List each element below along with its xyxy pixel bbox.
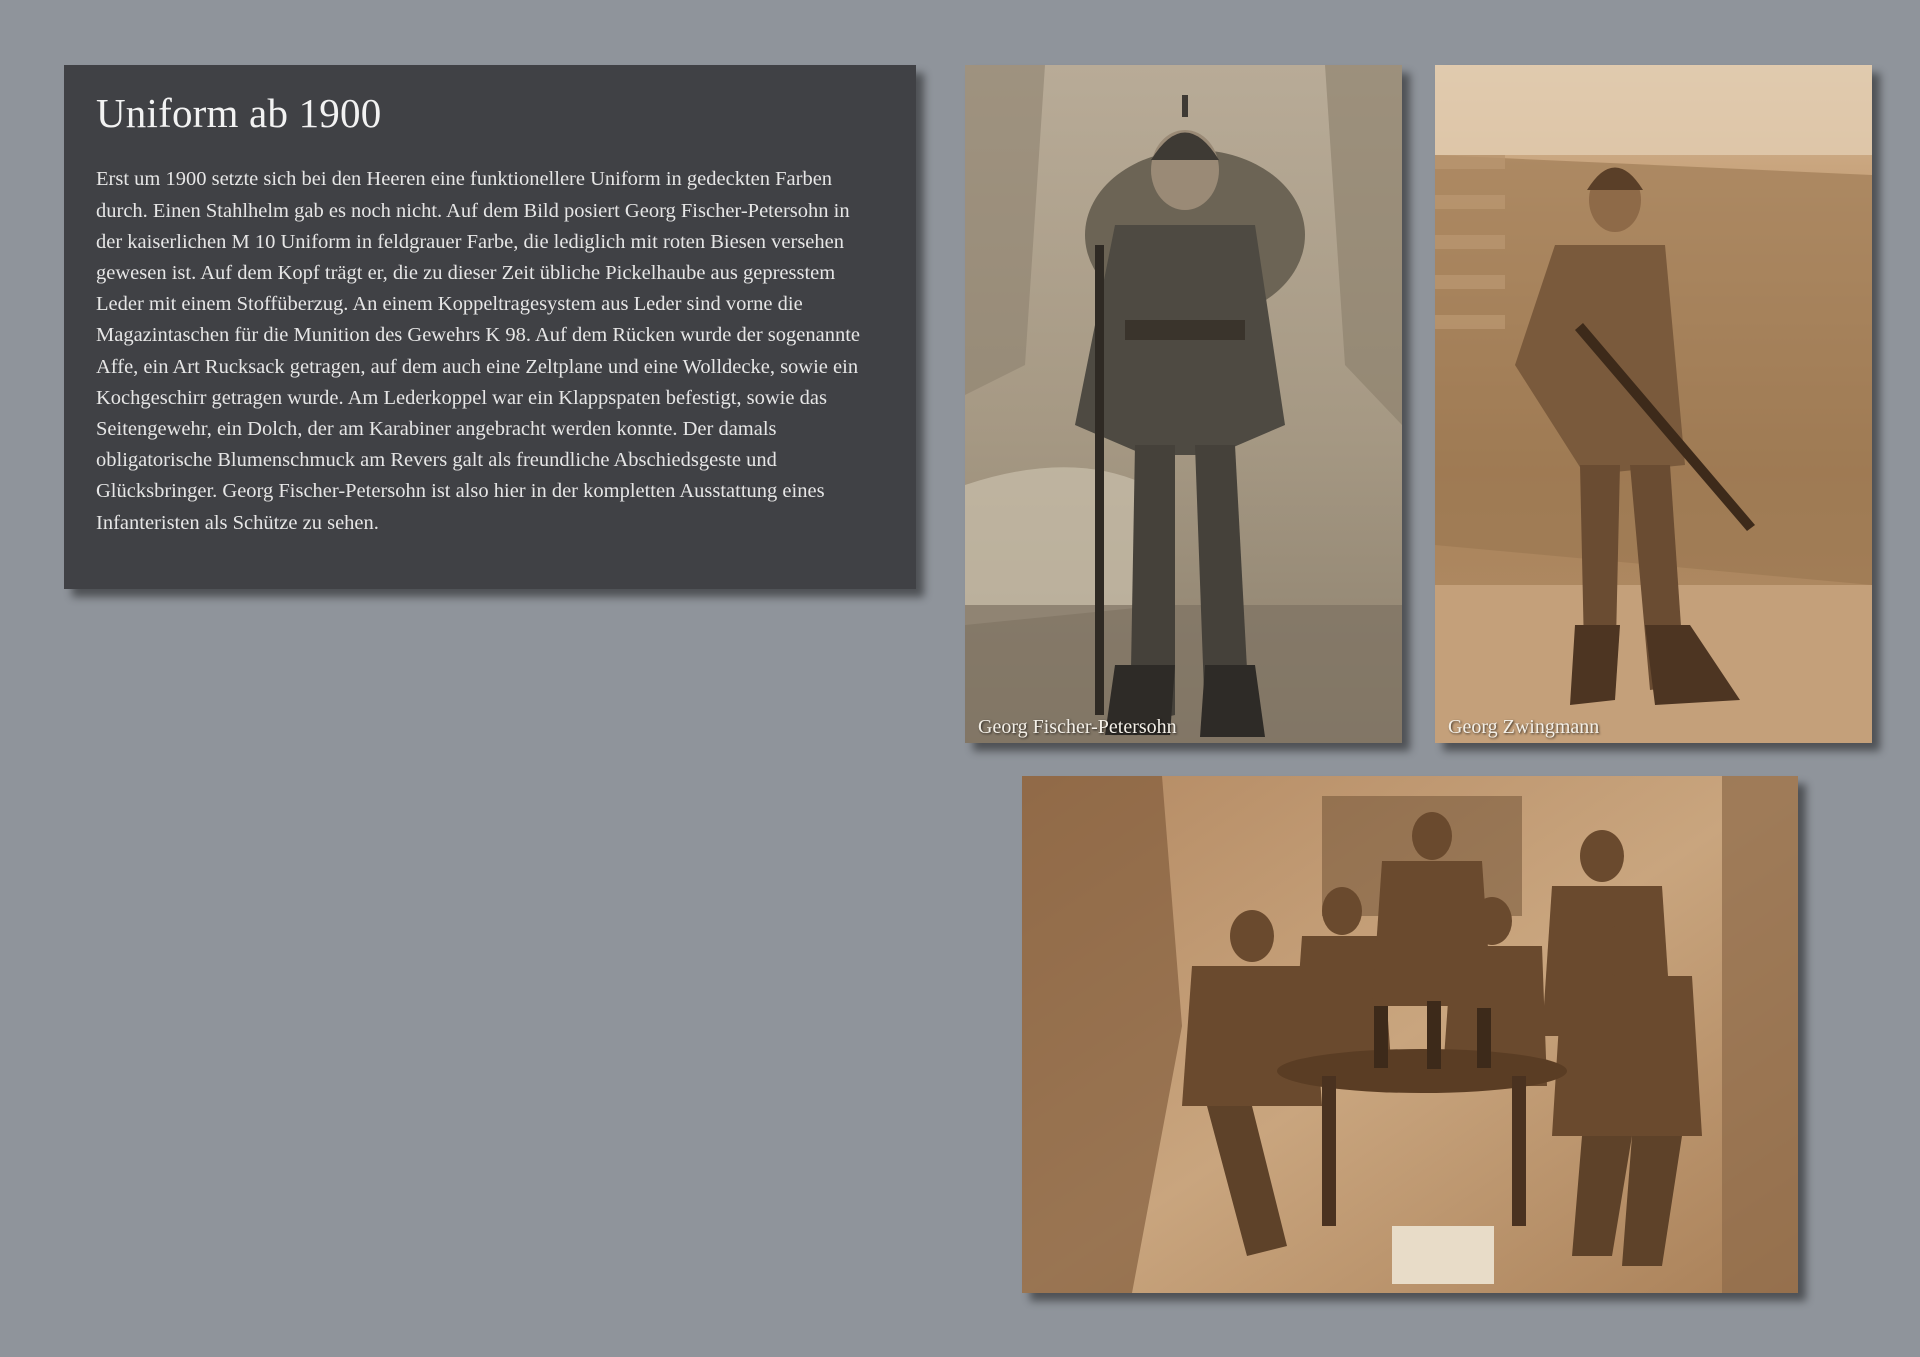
panel-title: Uniform ab 1900 <box>96 90 382 136</box>
panel-body: Erst um 1900 setzte sich bei den Heeren eine funktionellere Uniform in gedeckten Farben durch. Einen Stahlhelm gab es noch nicht. Auf dem Bild posiert Georg Fischer-Petersohn in der kaiserlichen M 10 Uniform in feldgrauer Farbe, die lediglich mit roten Biesen versehen gewesen ist. Auf dem Kopf trägt er, die zu dieser Zeit übliche Pickelhaube aus gepresstem Leder mit einem Stoffüberzug. An einem Koppeltragesystem aus Leder sind vorne die Magazintaschen für die Munition des Gewehrs K 98. Auf dem Rücken wurde der sogenannte Affe, ein Art Rucksack getragen, auf dem auch eine Zeltplane und eine Wolldecke, sowie ein Kochgeschirr getragen wurde. Am Lederkoppel war ein Klappspaten befestigt, sowie das Seitengewehr, ein Dolch, der am Karabiner angebracht werden konnte. Der damals obligatorische Blumenschmuck am Revers galt als freundliche Abschiedsgeste und Glücksbringer. Georg Fischer-Petersohn ist also hier in der kompletten Ausstattung eines Infanteristen als Schütze zu sehen. <box>96 168 860 534</box>
photo-caption: Georg Fischer-Petersohn <box>978 716 1177 738</box>
soldier-outdoor-image <box>1435 65 1872 743</box>
group-soldiers-image <box>1022 776 1798 1293</box>
photo-caption: Georg Zwingmann <box>1448 716 1600 738</box>
soldier-portrait-image <box>965 65 1402 743</box>
photo-georg-fischer-petersohn <box>965 65 1402 743</box>
photo-georg-zwingmann <box>1435 65 1872 743</box>
photo-group-soldiers <box>1022 776 1798 1293</box>
text-panel <box>64 65 916 589</box>
